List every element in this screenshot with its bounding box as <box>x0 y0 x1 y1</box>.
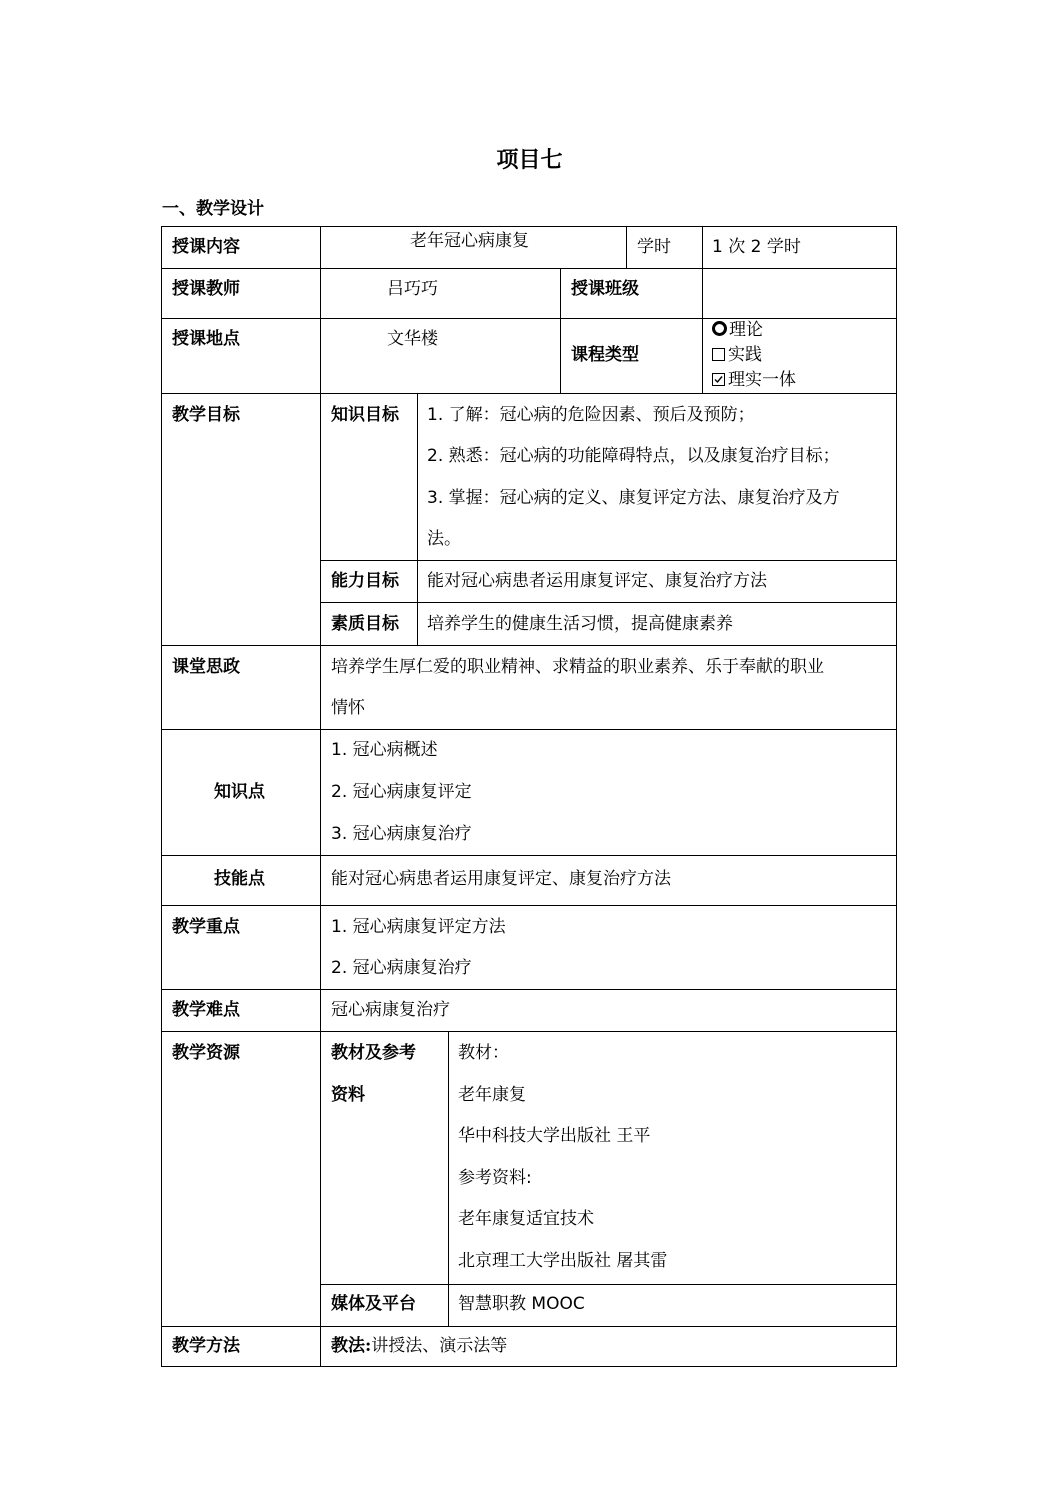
media-value: 智慧职教 MOOC <box>458 1294 585 1314</box>
ideology-label: 课堂思政 <box>172 657 240 677</box>
skill-points-label: 技能点 <box>214 869 265 889</box>
course-type-label: 课程类型 <box>571 345 639 365</box>
knowledge-point-3: 3. 冠心病康复治疗 <box>331 824 472 844</box>
type-option-theory: 理论 <box>712 320 763 340</box>
resources-label: 教学资源 <box>172 1043 240 1063</box>
methods-text: 讲授法、演示法等 <box>371 1336 508 1356</box>
methods-label: 教学方法 <box>172 1336 240 1356</box>
materials-label-line-2: 资料 <box>331 1085 365 1105</box>
knowledge-point-2: 2. 冠心病康复评定 <box>331 782 472 802</box>
difficulties-label: 教学难点 <box>172 1000 240 1020</box>
knowledge-goal-line-3: 3. 掌握：冠心病的定义、康复评定方法、康复治疗及方 <box>427 488 840 508</box>
quality-goal-value: 培养学生的健康生活习惯，提高健康素养 <box>427 614 733 634</box>
hours-value: 1 次 2 学时 <box>712 237 801 257</box>
goals-label: 教学目标 <box>172 405 240 425</box>
media-label: 媒体及平台 <box>331 1294 416 1314</box>
difficulties-value: 冠心病康复治疗 <box>331 1000 450 1020</box>
teacher-value: 吕巧巧 <box>387 279 438 299</box>
content-value: 老年冠心病康复 <box>410 231 529 251</box>
location-label: 授课地点 <box>172 329 240 349</box>
material-line-4: 参考资料: <box>458 1168 532 1188</box>
knowledge-point-1: 1. 冠心病概述 <box>331 740 438 760</box>
material-line-1: 教材： <box>458 1043 509 1063</box>
key-points-label: 教学重点 <box>172 917 240 937</box>
knowledge-goal-line-4: 法。 <box>427 529 461 549</box>
teacher-label: 授课教师 <box>172 279 240 299</box>
section-heading: 一、教学设计 <box>162 199 264 219</box>
ability-goal-label: 能力目标 <box>331 571 399 591</box>
material-line-5: 老年康复适宜技术 <box>458 1209 594 1229</box>
radio-selected-icon <box>712 321 727 336</box>
content-label: 授课内容 <box>172 237 240 257</box>
knowledge-goal-label: 知识目标 <box>331 405 399 425</box>
type-option-integrated: 理实一体 <box>712 370 796 390</box>
material-line-2: 老年康复 <box>458 1085 526 1105</box>
class-label: 授课班级 <box>571 279 639 299</box>
page-title: 项目七 <box>496 147 563 173</box>
checkbox-empty-icon <box>712 348 725 361</box>
methods-bold-prefix: 教法: <box>331 1336 372 1356</box>
materials-label-line-1: 教材及参考 <box>331 1043 416 1063</box>
ideology-line-1: 培养学生厚仁爱的职业精神、求精益的职业素养、乐于奉献的职业 <box>331 657 824 677</box>
key-point-1: 1. 冠心病康复评定方法 <box>331 917 506 937</box>
material-line-6: 北京理工大学出版社 屠其雷 <box>458 1251 668 1271</box>
type-option-practice: 实践 <box>712 345 762 365</box>
knowledge-goal-line-1: 1. 了解：冠心病的危险因素、预后及预防； <box>427 405 755 425</box>
key-point-2: 2. 冠心病康复治疗 <box>331 958 472 978</box>
knowledge-points-label: 知识点 <box>214 782 265 802</box>
skill-points-value: 能对冠心病患者运用康复评定、康复治疗方法 <box>331 869 671 889</box>
methods-value <box>331 1336 507 1356</box>
checkbox-checked-icon <box>712 373 725 386</box>
ideology-line-2: 情怀 <box>331 698 365 718</box>
quality-goal-label: 素质目标 <box>331 614 399 634</box>
material-line-3: 华中科技大学出版社 王平 <box>458 1126 651 1146</box>
knowledge-goal-line-2: 2. 熟悉：冠心病的功能障碍特点，以及康复治疗目标； <box>427 446 840 466</box>
hours-label: 学时 <box>637 237 671 257</box>
location-value: 文华楼 <box>387 329 438 349</box>
ability-goal-value: 能对冠心病患者运用康复评定、康复治疗方法 <box>427 571 767 591</box>
